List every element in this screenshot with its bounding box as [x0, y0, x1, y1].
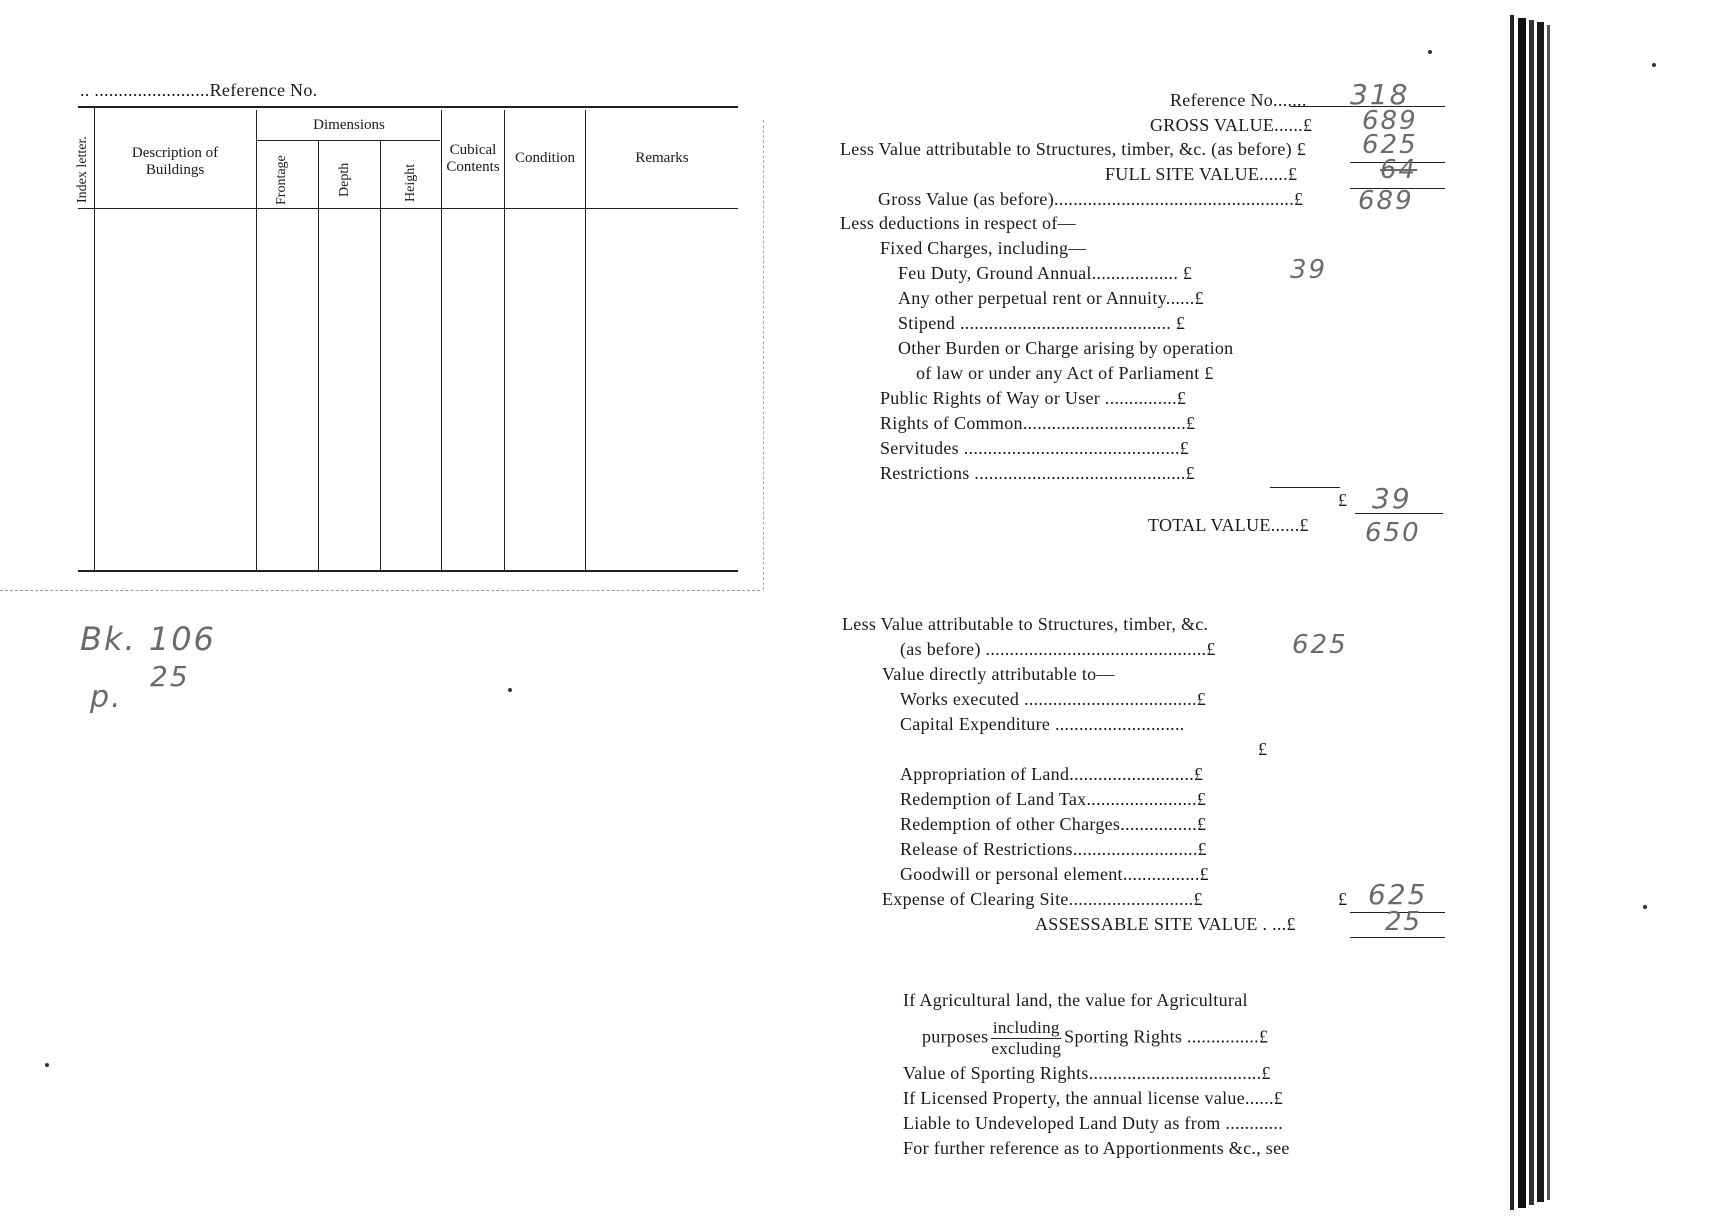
less-structures2-line1: Less Value attributable to Structures, timber, &c. — [842, 614, 1209, 634]
including-excluding-fraction: $\frac{\text{including}}{\text{excluding}}$ — [991, 1018, 1062, 1058]
handwritten-page-value: 25 — [150, 660, 190, 693]
assessable-label: ASSESSABLE SITE VALUE . ...£ — [1035, 914, 1296, 934]
gross-before-value: 689 — [1358, 186, 1414, 216]
ref-no-label: Reference No....... — [1170, 90, 1307, 110]
header-height: Height — [403, 163, 418, 202]
ref-no-value: 318 — [1350, 78, 1410, 111]
goodwill: Goodwill or personal element................£ — [900, 864, 1209, 884]
further-reference: For further reference as to Apportionments &c., see — [903, 1138, 1290, 1158]
header-frontage: Frontage — [274, 155, 289, 205]
header-description: Description of Buildings — [131, 145, 219, 178]
assessable-value: 25 — [1385, 907, 1423, 937]
expense-clearing: Expense of Clearing Site..........................£ — [882, 889, 1203, 909]
left-reference-label: .. ........................Reference No. — [80, 80, 318, 100]
gross-before-label: Gross Value (as before)..................................................£ — [878, 189, 1304, 209]
stipend: Stipend ............................................ £ — [898, 313, 1186, 333]
less-structures2-value: 625 — [1292, 630, 1348, 660]
capital-expenditure: Capital Expenditure ........................... — [900, 714, 1185, 734]
value-directly: Value directly attributable to— — [882, 664, 1115, 684]
subtotal-value: 39 — [1372, 482, 1412, 515]
public-rights: Public Rights of Way or User ...............£ — [880, 388, 1187, 408]
expense-pound: £ — [1338, 889, 1348, 909]
subtotal-pound: £ — [1338, 490, 1348, 510]
header-dimensions: Dimensions — [313, 117, 385, 133]
header-depth: Depth — [337, 162, 352, 197]
less-deductions: Less deductions in respect of— — [840, 213, 1076, 233]
handwritten-page-prefix: p. — [90, 680, 123, 715]
release-restrictions: Release of Restrictions..........................£ — [900, 839, 1207, 859]
expense-value: 625 — [1368, 878, 1428, 911]
other-burden-2: of law or under any Act of Parliament £ — [916, 363, 1214, 383]
feu-duty-value: 39 — [1290, 255, 1328, 285]
feu-duty: Feu Duty, Ground Annual.................. £ — [898, 263, 1193, 283]
header-condition: Condition — [514, 150, 575, 166]
sporting-rights: Value of Sporting Rights....................................£ — [903, 1063, 1271, 1083]
redemption-land-tax: Redemption of Land Tax.......................£ — [900, 789, 1207, 809]
agricultural-line2: purposes $\frac{\text{including}}{\text{excluding}}$ Sporting Rights ...............£ — [922, 1018, 1269, 1058]
gross-value: 689 — [1362, 106, 1418, 136]
works-executed: Works executed ....................................£ — [900, 689, 1207, 709]
agricultural-line1: If Agricultural land, the value for Agricultural — [903, 990, 1248, 1010]
appropriation: Appropriation of Land..........................£ — [900, 764, 1204, 784]
undeveloped-land: Liable to Undeveloped Land Duty as from ............ — [903, 1113, 1284, 1133]
gross-value-label: GROSS VALUE......£ — [1150, 115, 1313, 135]
rights-common: Rights of Common..................................£ — [880, 413, 1196, 433]
licensed-property: If Licensed Property, the annual license value......£ — [903, 1088, 1284, 1108]
redemption-other: Redemption of other Charges................£ — [900, 814, 1207, 834]
full-site-label: FULL SITE VALUE......£ — [1105, 164, 1298, 184]
handwritten-book-note: Bk. 106 — [80, 620, 216, 658]
total-value: 650 — [1365, 518, 1421, 548]
other-burden-1: Other Burden or Charge arising by operation — [898, 338, 1234, 358]
total-value-label: TOTAL VALUE......£ — [1148, 515, 1309, 535]
less-structures-value: 625 — [1362, 130, 1418, 160]
header-remarks: Remarks — [635, 150, 689, 166]
fixed-charges: Fixed Charges, including— — [880, 238, 1087, 258]
capital-pound: £ — [1258, 739, 1268, 759]
restrictions: Restrictions ............................................£ — [880, 463, 1195, 483]
less-structures-label: Less Value attributable to Structures, timber, &c. (as before) £ — [840, 139, 1307, 159]
less-structures2-line2: (as before) ..............................................£ — [900, 639, 1216, 659]
header-index-letter: Index letter. — [75, 136, 90, 203]
full-site-value: 64 — [1380, 155, 1418, 185]
header-cubical: Cubical Contents — [446, 142, 500, 175]
servitudes: Servitudes .............................................£ — [880, 438, 1190, 458]
perpetual-rent: Any other perpetual rent or Annuity......£ — [898, 288, 1204, 308]
